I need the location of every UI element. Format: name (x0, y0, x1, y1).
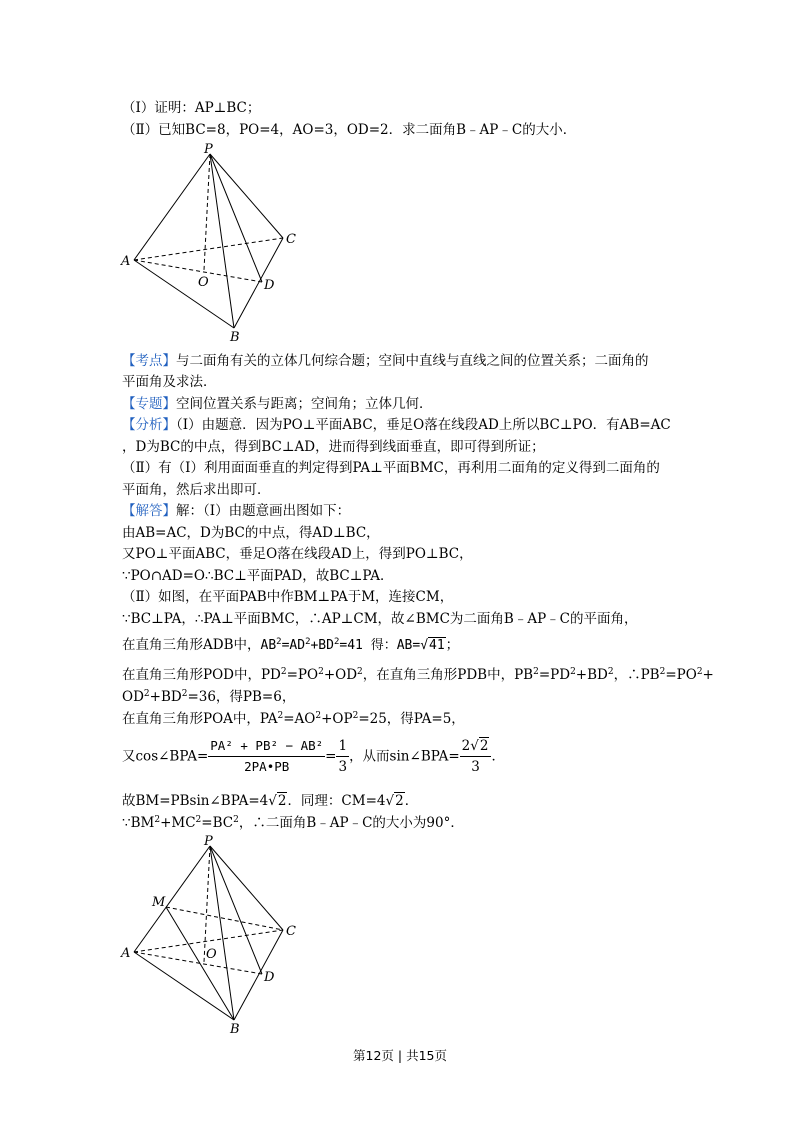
kaodian-text: 与二面角有关的立体几何综合题；空间中直线与直线之间的位置关系；二面角的 (176, 353, 649, 369)
jieda-line-5: ∵BC⊥PA，∴PA⊥平面BMC，∴AP⊥CM，故∠BMC为二面角B﹣AP﹣C的平面角， (122, 611, 638, 627)
pod-line: 在直角三角形POD中，$PD^2=PO^2+OD^2$，在直角三角形PDB中，$PB^2=PD^2+BD^2$，$\therefore PB^2=PO^2+$ (122, 667, 714, 683)
bm-line: 故BM=PBsin∠BPA=4√2．同理：CM=4√2． (122, 793, 419, 809)
label-o: O (198, 275, 209, 290)
label-d: D (264, 278, 275, 293)
label-c: C (286, 924, 296, 939)
label-a: A (121, 254, 131, 269)
question-part-2: （Ⅱ）已知BC=8，PO=4，AO=3，OD=2．求二面角B﹣AP﹣C的大小． (122, 122, 577, 138)
label-b: B (230, 330, 240, 342)
zhuanti-line (122, 395, 433, 413)
fenxi-line-3: （Ⅱ）有（Ⅰ）利用面面垂直的判定得到PA⊥平面BMC，再利用二面角的定义得到二面角的 (122, 460, 660, 476)
label-d: D (264, 970, 275, 985)
label-p: P (204, 834, 213, 849)
label-c: C (286, 232, 296, 247)
poa-line: 在直角三角形POA中，$PA^2=AO^2+OP^2=25$，得PA=5， (122, 711, 465, 727)
tetrahedron-figure-1 (118, 142, 318, 342)
pod-line-2: $OD^2+BD^2=36$，得PB=6， (122, 689, 296, 705)
adb-equation: 在直角三角形ADB中，$AB^2=AD^2+BD^2=41$ 得：AB=√41； (122, 637, 460, 653)
jieda-text: 解：（Ⅰ）由题意画出图如下： (176, 503, 351, 519)
fenxi-tag: 【分析】 (122, 417, 176, 433)
fenxi-line (122, 416, 671, 434)
label-b: B (230, 1022, 240, 1037)
jieda-line-3: ∵PO∩AD=O∴BC⊥平面PAD，故BC⊥PA． (122, 568, 394, 584)
kaodian-tag: 【考点】 (122, 353, 176, 369)
kaodian-line (122, 352, 649, 370)
fenxi-line-4: 平面角，然后求出即可． (122, 482, 271, 498)
jieda-line-2: 又PO⊥平面ABC，垂足O落在线段AD上，得到PO⊥BC， (122, 546, 473, 562)
label-o: O (206, 947, 217, 962)
fenxi-text: （Ⅰ）由题意．因为PO⊥平面ABC，垂足O落在线段AD上所以BC⊥PO．有AB=AC (176, 417, 671, 433)
zhuanti-tag: 【专题】 (122, 396, 176, 412)
jieda-line (122, 502, 350, 520)
question-part-1: （Ⅰ）证明：AP⊥BC； (122, 100, 261, 116)
jieda-tag: 【解答】 (122, 503, 176, 519)
cos-equation: 又cos∠BPA= $\frac{\text{PA² + PB² − AB²}}{2PA•PB}$ = $\frac{1}{3}$ ，从而sin∠BPA= $\frac{2√2}{3}$ ． (122, 738, 505, 775)
tetrahedron-figure-2 (118, 834, 318, 1039)
page-footer: 第12页 | 共15页 (353, 1048, 447, 1063)
final-line: $\because BM^2+MC^2=BC^2$，∴二面角B﹣AP﹣C的大小为90°． (122, 815, 464, 831)
kaodian-cont: 平面角及求法． (122, 374, 217, 390)
label-m: M (152, 895, 166, 910)
fenxi-line-2: ，D为BC的中点，得到BC⊥AD，进而得到线面垂直，即可得到所证； (122, 439, 545, 455)
zhuanti-text: 空间位置关系与距离；空间角；立体几何． (176, 396, 433, 412)
label-a: A (121, 946, 131, 961)
jieda-line-4: （Ⅱ）如图，在平面PAB中作BM⊥PA于M，连接CM， (122, 589, 454, 605)
label-p: P (204, 142, 213, 157)
jieda-line-1: 由AB=AC，D为BC的中点，得AD⊥BC， (122, 525, 380, 541)
